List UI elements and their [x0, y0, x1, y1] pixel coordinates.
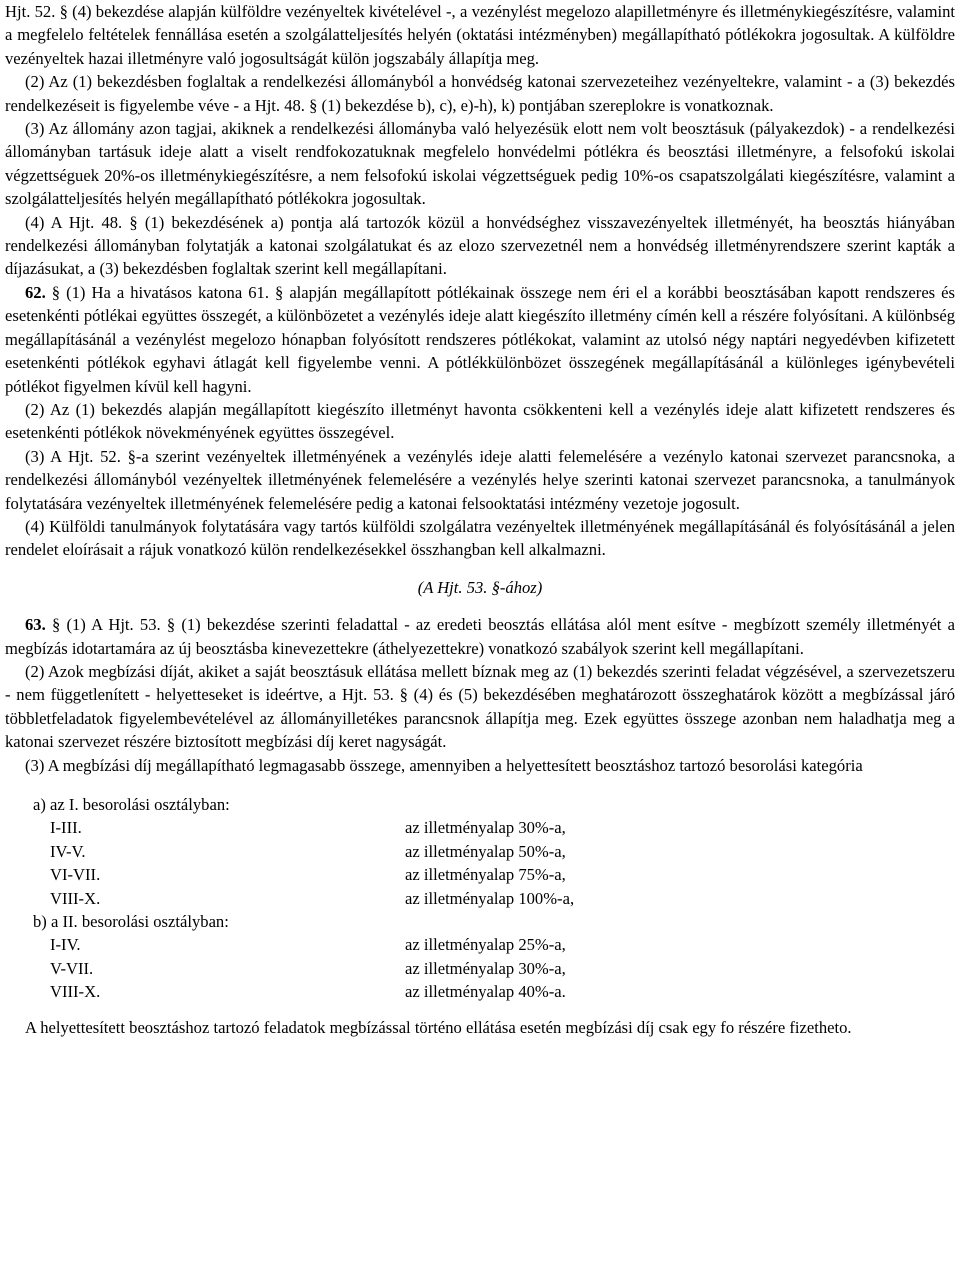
category-range: IV-V. — [50, 841, 86, 861]
paragraph-text: (4) Külföldi tanulmányok folytatására vagy tartós külföldi szolgálatra vezényeltek illetményének megállapításánál és folyósításánál a jelen rendelet eloírásait a rájuk vonatkozó külön rendelkezésekkel összhangban kell alkalmazni. — [5, 516, 955, 560]
list-item — [5, 957, 955, 980]
paragraph — [5, 0, 955, 70]
section-number: 62. — [25, 282, 46, 302]
category-range: VIII-X. — [50, 888, 101, 908]
paragraph — [5, 613, 955, 660]
paragraph-text: (3) Az állomány azon tagjai, akiknek a rendelkezési állományba való helyezésük elott nem volt beosztásuk (pályakezdok) - a rendelkezési állományban tartásuk ideje alatt a viselt rendfokozatuknak megfelelo honvédelmi pótlékra és beosztási illetményre, a felsofokú iskolai végzettséguek 20%-os illetménykiegészítésre, a nem felsofokú iskolai végzettséguek pedig 10%-os csapatszolgálati kiegészítésre, valamint a szolgálatteljesítés helyén megállapítható pótlékokra jogosultak. — [5, 119, 955, 209]
list-group-label: b) a II. besorolási osztályban: — [33, 912, 229, 932]
paragraph-text: (2) Az (1) bekezdésben foglaltak a rendelkezési állományból a honvédség katonai szervezeteihez vezényeltekre, valamint - a (3) bekezdés rendelkezéseit is figyelembe véve - a Hjt. 48. § (1) bekezdése b), c), e)-h), k) pontjában szereplokre is vonatkoznak. — [5, 72, 955, 115]
rate-value: az illetményalap 40%-a. — [405, 982, 566, 1002]
list-item — [5, 863, 955, 886]
rate-list — [5, 793, 955, 1004]
list-group-label: a) az I. besorolási osztályban: — [33, 795, 230, 814]
section-paragraphs — [5, 0, 955, 562]
list-item — [5, 816, 955, 839]
paragraph — [5, 117, 955, 211]
paragraph-text: Hjt. 52. § (4) bekezdése alapján külföldre vezényeltek kivételével -, a vezénylést megelozo alapilletményre és illetménykiegészítésre, valamint a megfelelo feltételek fennállása esetén a szolgálatteljesítés helyén (oktatási intézményben) megállapítható pótlékokra jogosultak. A külföldre vezényeltek hazai illetményre való jogosultságát külön jogszabály állapítja meg. — [5, 2, 955, 68]
paragraph — [5, 754, 955, 777]
paragraph-text: (3) A Hjt. 52. §-a szerint vezényeltek illetményének a vezénylés ideje alatti felemelésére a vezénylo katonai szervezet parancsnoka, a rendelkezési állományból vezényeltek illetményének felemelésére a vezénylés helye szerinti katonai szervezet parancsnoka, a tanulmányok folytatására vezényeltek illetményének felemelésére pedig a katonai felsooktatási intézmény vezetoje jogosult. — [5, 446, 955, 513]
paragraph — [5, 211, 955, 281]
paragraph-text: (2) Az (1) bekezdés alapján megállapított kiegészíto illetményt havonta csökkenteni kell a vezénylés ideje alatt kifizetett rendszeres és esetenkénti pótlékok növekményének együttes összegével. — [5, 399, 955, 443]
list-item — [5, 887, 955, 910]
category-range: I-III. — [50, 818, 82, 838]
section-heading: (A Hjt. 53. §-ához) — [417, 577, 543, 597]
closing-paragraph: A helyettesített beosztáshoz tartozó feladatok megbízással történo ellátása esetén megbízási díj csak egy fo részére fizetheto. — [25, 1017, 852, 1037]
rate-value: az illetményalap 30%-a, — [405, 818, 566, 838]
paragraph — [5, 445, 955, 515]
rate-value: az illetményalap 75%-a, — [405, 865, 566, 885]
paragraph-text: (2) Azok megbízási díját, akiket a saját beosztásuk ellátása mellett bíznak meg az (1) bekezdés szerinti feladat végzésével, a szervezetszeru - nem függetlenített - helyetteseket is ideértve, a Hjt. 53. § (4) és (5) bekezdésében meghatározott összeghatárok között a megbízással járó többletfeladatok figyelembevételével az állományilletékes parancsnok állapítja meg. Ezek együttes összege azonban nem haladhatja meg a katonai szervezet részére biztosított megbízási díj keret nagyságát. — [5, 661, 955, 752]
document-page — [5, 0, 955, 1039]
paragraph — [5, 281, 955, 398]
paragraph-text: § (1) A Hjt. 53. § (1) bekezdése szerinti feladattal - az eredeti beosztás ellátása alól ment esítve - megbízott személy illetményét a megbízás idotartamára az új beosztásba kinevezettekre (áthelyezettekre) vonatkozó szabályok szerint kell megállapítani. — [5, 615, 955, 658]
paragraph — [5, 70, 955, 117]
list-item — [5, 980, 955, 1003]
category-range: VI-VII. — [50, 865, 101, 885]
list-item — [5, 840, 955, 863]
rate-value: az illetményalap 50%-a, — [405, 841, 566, 861]
category-range: I-IV. — [50, 935, 81, 955]
rate-value: az illetményalap 25%-a, — [405, 935, 566, 955]
list-item — [5, 933, 955, 956]
paragraph-text: § (1) Ha a hivatásos katona 61. § alapján megállapított pótlékainak összege nem éri el a korábbi beosztásában kapott rendszeres és esetenkénti pótlékai együttes összegét, a különbözetet a vezénylés ideje alatt kiegészíto illetmény címén kell a részére folyósítani. A különbség megállapításánál a vezénylést megelozo hónapban folyósított rendszeres pótlékokat, valamint az utolsó négy naptári negyedévben kifizetett esetenkénti pótlékok egyhavi átlagát kell figyelembe venni. A pótlékkülönbözet összegének megállapításánál a különleges igénybevételi pótlékot figyelmen kívül kell hagyni. — [5, 282, 955, 396]
section-paragraphs-2 — [5, 613, 955, 777]
rate-value: az illetményalap 30%-a, — [405, 958, 566, 978]
category-range: VIII-X. — [50, 982, 101, 1002]
rate-value: az illetményalap 100%-a, — [405, 888, 575, 908]
paragraph — [5, 515, 955, 562]
paragraph-text: (3) A megbízási díj megállapítható legmagasabb összege, amennyiben a helyettesített beosztáshoz tartozó besorolási kategória — [25, 755, 863, 775]
paragraph — [5, 398, 955, 445]
section-number: 63. — [25, 615, 46, 635]
category-range: V-VII. — [50, 958, 94, 978]
paragraph — [5, 660, 955, 754]
paragraph-text: (4) A Hjt. 48. § (1) bekezdésének a) pontja alá tartozók közül a honvédséghez visszavezényeltek illetményét, ha beosztás hiányában rendelkezési állományban folytatják a katonai szolgálatukat és az elozo szervezetnél nem a honvédség illetményrendszere szerint kapták a díjazásukat, a (3) bekezdésben foglaltak szerint kell megállapítani. — [5, 212, 955, 279]
